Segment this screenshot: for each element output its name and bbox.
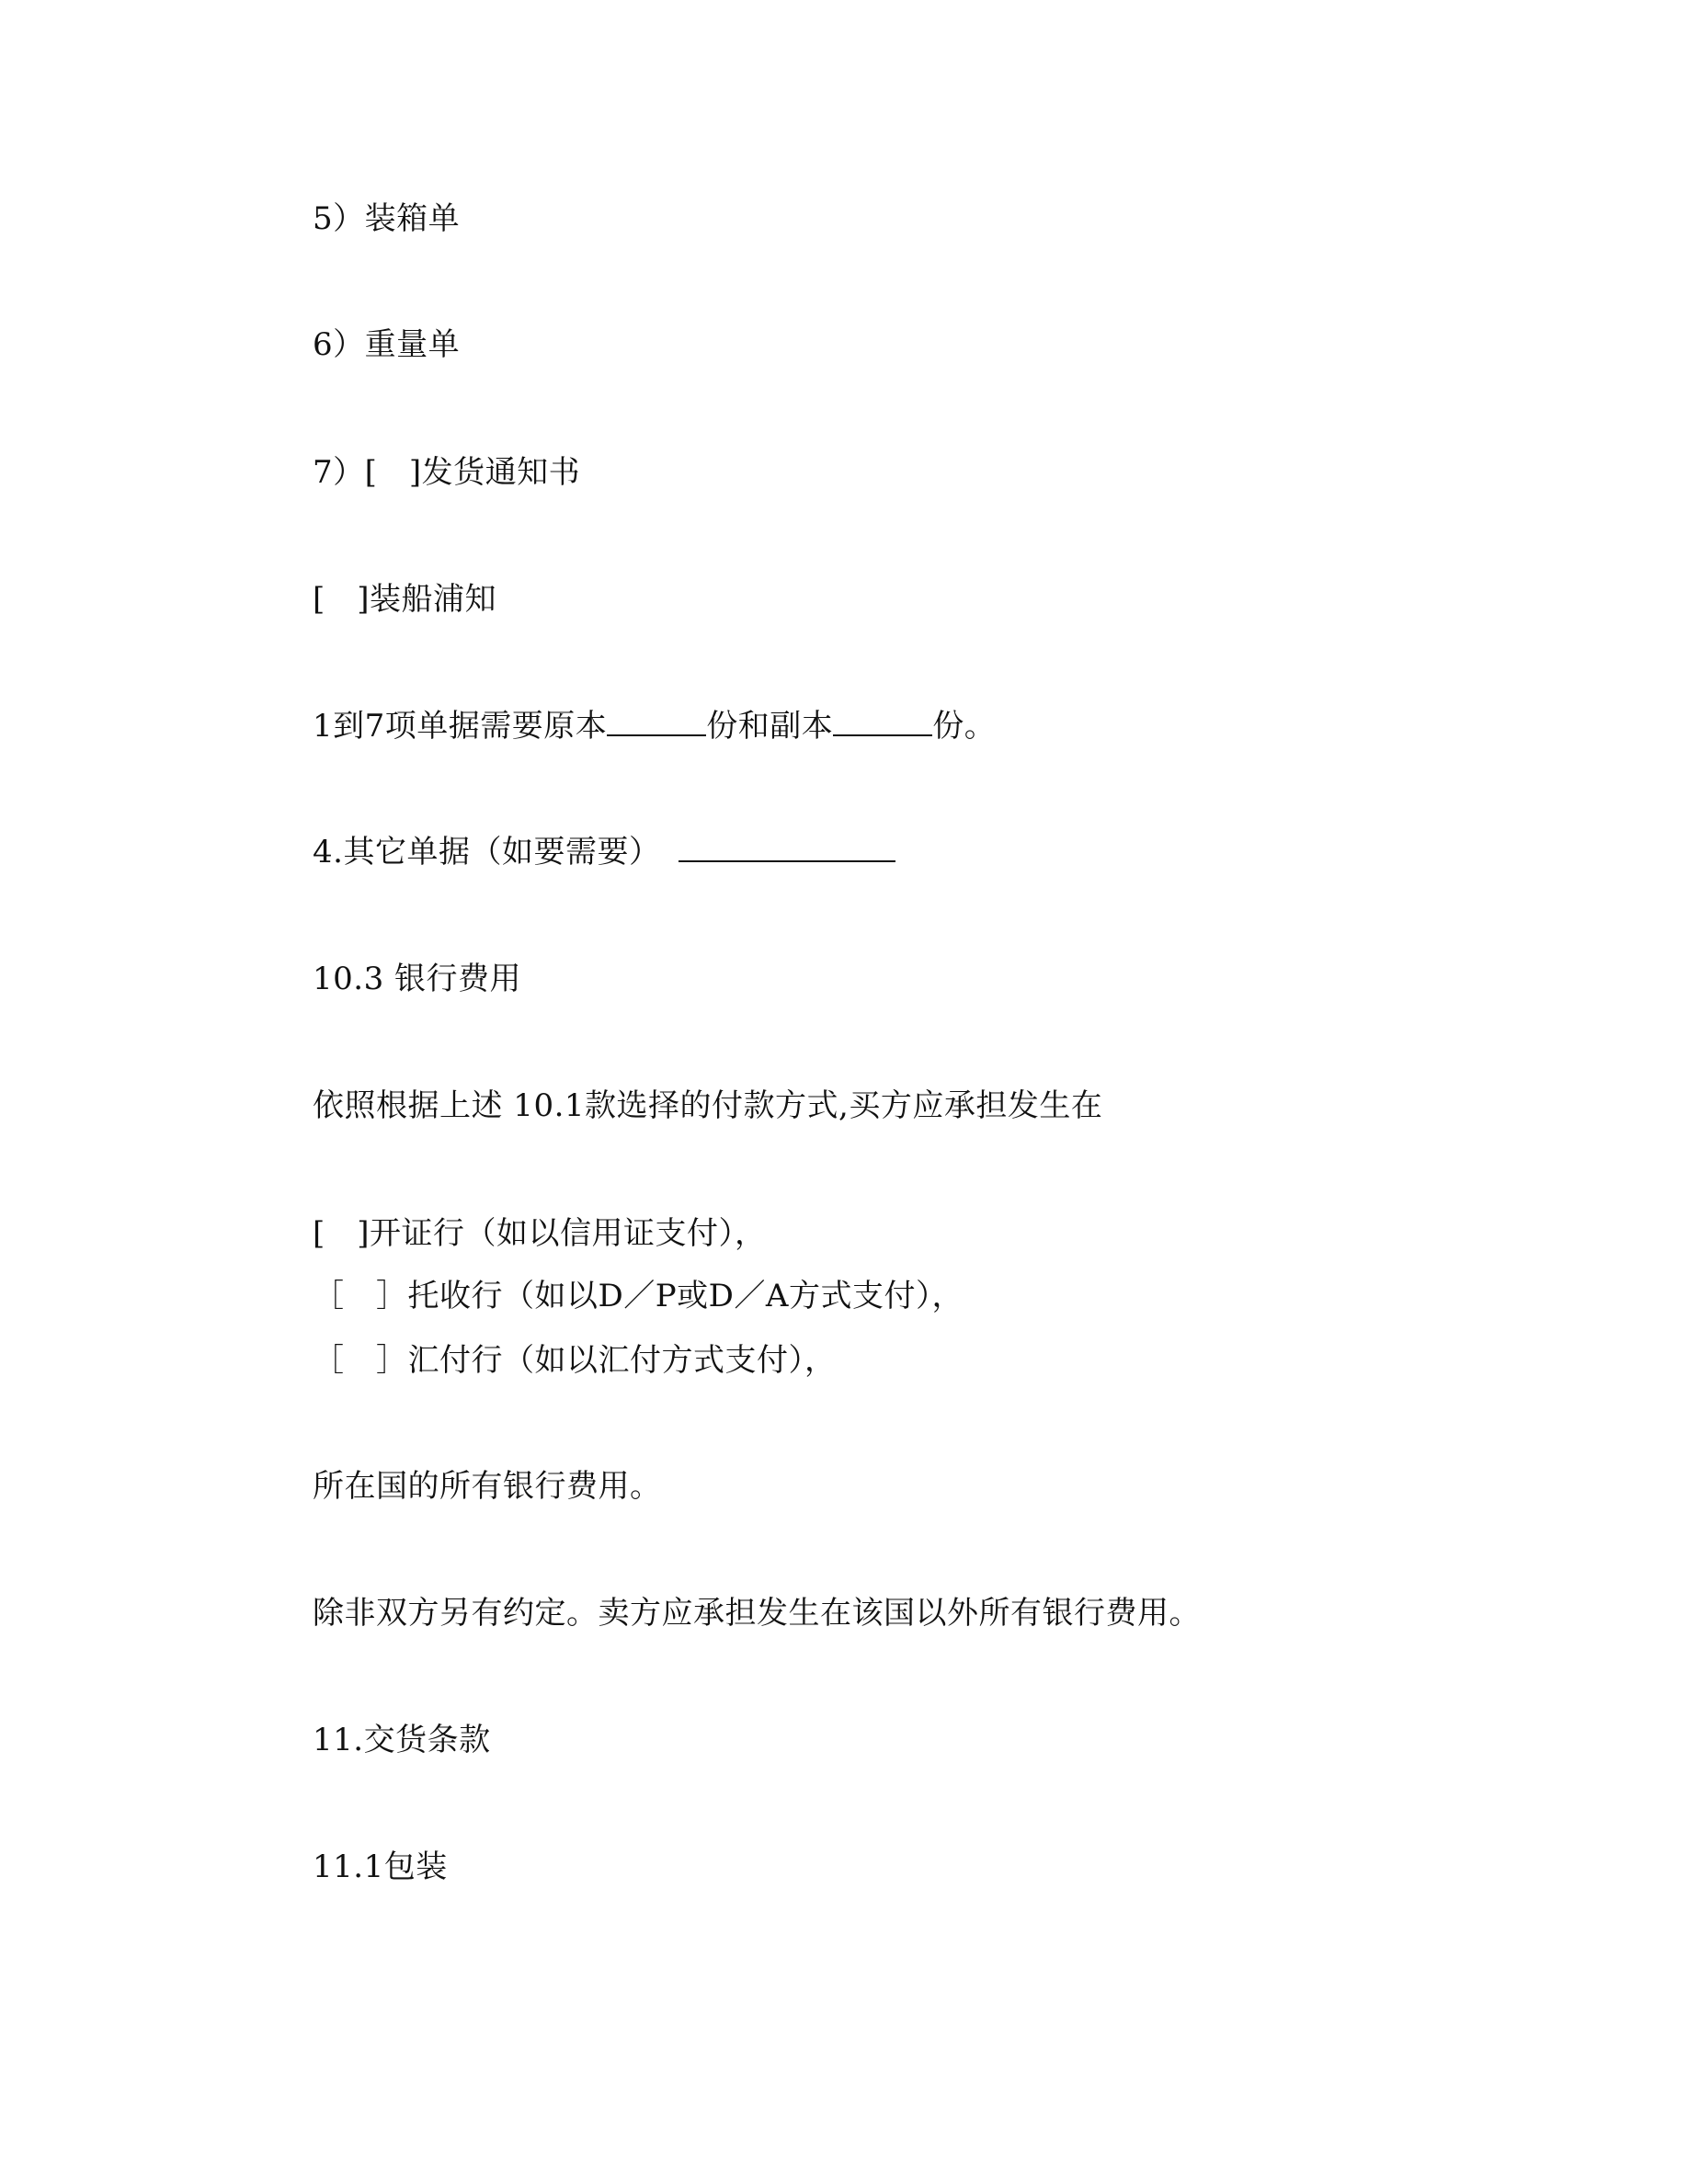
- original-count-blank: [607, 709, 706, 736]
- doc-line-copies: [313, 708, 996, 745]
- doc-line-country-bank-fees: 所在国的所有银行费用。: [313, 1468, 662, 1505]
- doc-line-seller-bank-fees: 除非双方另有约定。卖方应承担发生在该国以外所有银行费用。: [313, 1595, 1201, 1632]
- copies-text-start: 1到7项单据需要原本: [313, 708, 608, 745]
- section-heading-bank-fees: 10.3 银行费用: [313, 961, 522, 997]
- section-heading-delivery-terms: 11.交货条款: [313, 1722, 491, 1758]
- doc-line-bank-fee-payment: 依照根据上述 10.1款选择的付款方式,买方应承担发生在: [313, 1087, 1103, 1124]
- doc-line-collecting-bank: ［ ］托收行（如以D／P或D／A方式支付），: [313, 1278, 964, 1314]
- other-documents-label: 4.其它单据（如要需要）: [313, 834, 661, 870]
- other-documents-blank: [679, 835, 895, 862]
- doc-line-other-documents: [313, 834, 895, 870]
- doc-line-loading-notice: [ ]装船浦知: [313, 581, 497, 618]
- copies-text-middle: 份和副本: [706, 708, 834, 745]
- doc-line-packing-list: 5）装箱单: [313, 200, 461, 237]
- copies-text-end: 份。: [932, 708, 997, 745]
- doc-line-weight-list: 6）重量单: [313, 326, 461, 363]
- doc-line-shipping-notice: 7）[ ]发货通知书: [313, 454, 581, 491]
- doc-line-issuing-bank: [ ]开证行（如以信用证支付），: [313, 1215, 767, 1252]
- section-heading-packaging: 11.1包装: [313, 1848, 448, 1885]
- doc-line-remitting-bank: ［ ］汇付行（如以汇付方式支付），: [313, 1342, 837, 1379]
- copy-count-blank: [833, 709, 932, 736]
